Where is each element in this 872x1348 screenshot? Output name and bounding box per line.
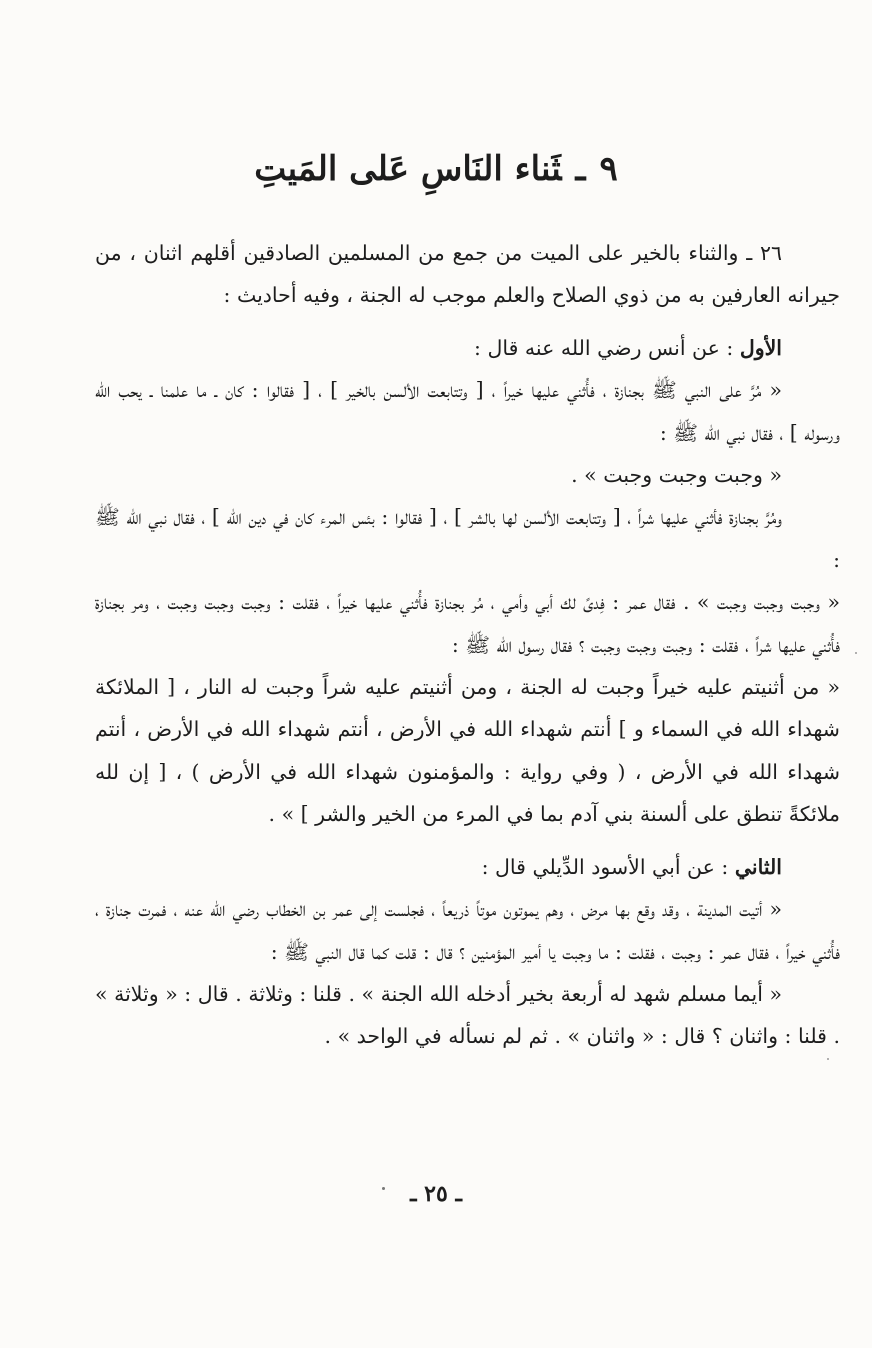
intro-line-1: ٢٦ ـ والثناء بالخير على الميت من جمع من المسلمين الصادقين أقلهم اثنان ،: [129, 241, 782, 265]
second-hadith-label: الثاني: [734, 854, 782, 879]
first-hadith-paragraph-1: « مُرَّ على النبي ﷺ بجنازة ، فأُثني عليها خيراً ، [ وتتابعت الألسن بالخير ] ، [ فقالوا : كان ـ ما علمنا ـ يحب الله ورسوله ] ، فقال نبي الله ﷺ :: [95, 378, 840, 445]
first-hadith-label: الأول: [739, 335, 782, 360]
chapter-title: [0, 149, 872, 190]
second-hadith-heading: [95, 846, 840, 888]
second-hadith-paragraph-1: « أتيت المدينة ، وقد وقع بها مرض ، وهم يموتون موتاً ذريعاً ، فجلست إلى عمر بن الخطاب رضي الله عنه ، فمرت جنازة ، فأُثني خيراً ، فقال عمر : وجبت ، فقلت : ما وجبت يا أمير المؤمنين ؟ قال : قلت كما قال النبي ﷺ :: [95, 897, 840, 964]
second-hadith-paragraph-2: « أيما مسلم شهد له أربعة بخير أدخله الله الجنة » . قلنا : وثلاثة . قال : « وثلاثة » . قلنا : واثنان ؟ قال : « واثنان » . ثم لم نسأله في الواحد » .: [95, 981, 840, 1049]
intro-paragraph: [95, 232, 840, 317]
chapter-dash: ـ: [575, 148, 586, 189]
section-spacer: [95, 836, 840, 846]
first-hadith-paragraph-3: ومُرَّ بجنازة فأثني عليها شراً ، [ وتتابعت الألسن لها بالشر ] ، [ فقالوا : بئس المرء كان في دين الله ] ، فقال نبي الله ﷺ :: [95, 505, 840, 572]
scan-speck: [382, 1187, 385, 1190]
first-hadith-paragraph-5: « من أثنيتم عليه خيراً وجبت له الجنة ، ومن أثنيتم عليه شراً وجبت له النار ، [ الملائكة شهداء الله في السماء و ] أنتم شهداء الله في الأرض ، أنتم شهداء الله في الأرض ، أنتم شهداء الله في الأرض ، ( وفي رواية : والمؤمنون شهداء الله في الأرض ) ، [ إن لله ملائكةً تنطق على ألسنة بني آدم بما في المرء من الخير والشر ] » .: [95, 675, 840, 827]
second-hadith-heading-rest: : عن أبي الأسود الدِّيلي قال :: [481, 854, 735, 879]
page-number: ـ ٢٥ ـ: [410, 1181, 462, 1207]
first-hadith-heading-rest: : عن أنس رضي الله عنه قال :: [474, 335, 740, 360]
chapter-number: ٩: [599, 148, 618, 189]
first-hadith-paragraph-4: « وجبت وجبت وجبت » . فقال عمر : فِدىً لك أبي وأمي ، مُر بجنازة فأُثني عليها خيراً ، فقلت : وجبت وجبت وجبت ، ومر بجنازة فأُثني عليها شراً ، فقلت : وجبت وجبت وجبت ؟ فقال رسول الله ﷺ :: [95, 590, 840, 657]
body-text: [95, 232, 840, 1058]
section-spacer: [95, 317, 840, 327]
first-hadith-paragraph-2: « وجبت وجبت وجبت » .: [571, 463, 782, 488]
first-hadith-heading: [95, 327, 840, 369]
chapter-title-text: ثَناء النَاسِ عَلى المَيتِ: [254, 148, 562, 189]
intro-line-2: من جيرانه العارفين به من ذوي الصلاح والعلم موجب له الجنة ، وفيه أحاديث :: [95, 241, 840, 308]
scan-speck: [827, 1058, 829, 1060]
scan-speck: [855, 652, 857, 654]
